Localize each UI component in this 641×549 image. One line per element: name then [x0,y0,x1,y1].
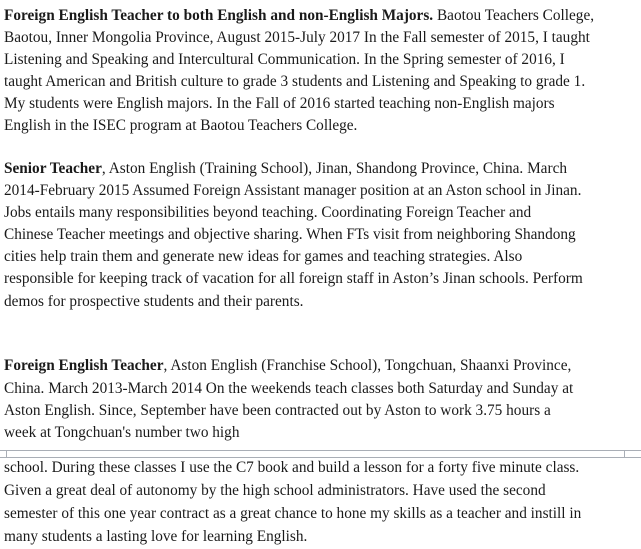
entry-3-line-5: school. During these classes I use the C7 book and build a lesson for a forty five minute class. [4,459,580,476]
page-top-edge [0,457,641,458]
entry-2-line-6: responsible for keeping track of vacation for all foreign staff in Aston’s Jinan schools. Perform [4,270,583,287]
entry-1-line-1-text: Baotou Teachers College, [433,7,595,24]
entry-3-line-7: semester of this one year contract as a great chance to hone my skills as a teacher and instill in [4,505,582,522]
entry-1-line-2: Baotou, Inner Mongolia Province, August 2015-July 2017 In the Fall semester of 2015, I taught [4,29,590,46]
entry-2-line-3: Jobs entails many responsibilities beyond teaching. Coordinating Foreign Teacher and [4,204,532,221]
entry-1-line-3: Listening and Speaking and Intercultural Communication. In the Spring semester of 2016, I [4,51,565,68]
entry-3-line-4: week at Tongchuan's number two high [4,424,240,441]
entry-1-line-6: English in the ISEC program at Baotou Teachers College. [4,117,358,134]
entry-2-line-1-text: , Aston English (Training School), Jinan, Shandong Province, China. March [101,160,568,177]
entry-2-line-4: Chinese Teacher meetings and objective sharing. When FTs visit from neighboring Shandong [4,226,576,243]
entry-2-line-2: 2014-February 2015 Assumed Foreign Assistant manager position at an Aston school in Jinan. [4,182,582,199]
entry-2-line-1 [4,158,567,180]
page-corner-right [624,450,631,457]
entry-1-line-5: My students were English majors. In the Fall of 2016 started teaching non-English majors [4,95,555,112]
entry-3-line-8: many students a lasting love for learning English. [4,528,308,545]
entry-3-line-2: China. March 2013-March 2014 On the weekends teach classes both Saturday and Sunday at [4,380,574,397]
entry-2-job-title: Senior Teacher [4,160,102,177]
entry-2-line-5: cities help train them and generate new ideas for games and teaching strategies. Also [4,248,523,265]
page-bottom-edge [0,450,641,451]
entry-3-job-title: Foreign English Teacher [4,357,164,374]
entry-3-line-1 [4,355,571,377]
entry-3-line-1-text: , Aston English (Franchise School), Tongchuan, Shaanxi Province, [163,357,572,374]
entry-1-line-1 [4,5,594,27]
entry-3-line-3: Aston English. Since, September have been contracted out by Aston to work 3.75 hours a [4,402,551,419]
entry-2-line-7: demos for prospective students and their parents. [4,293,304,310]
entry-1-line-4: taught American and British culture to grade 3 students and Listening and Speaking to grade 1. [4,73,586,90]
page-corner-left [0,450,7,457]
entry-3-line-6: Given a great deal of autonomy by the high school administrators. Have used the second [4,482,546,499]
entry-1-job-title: Foreign English Teacher to both English and non-English Majors. [4,7,434,24]
page-break-divider [0,448,641,460]
